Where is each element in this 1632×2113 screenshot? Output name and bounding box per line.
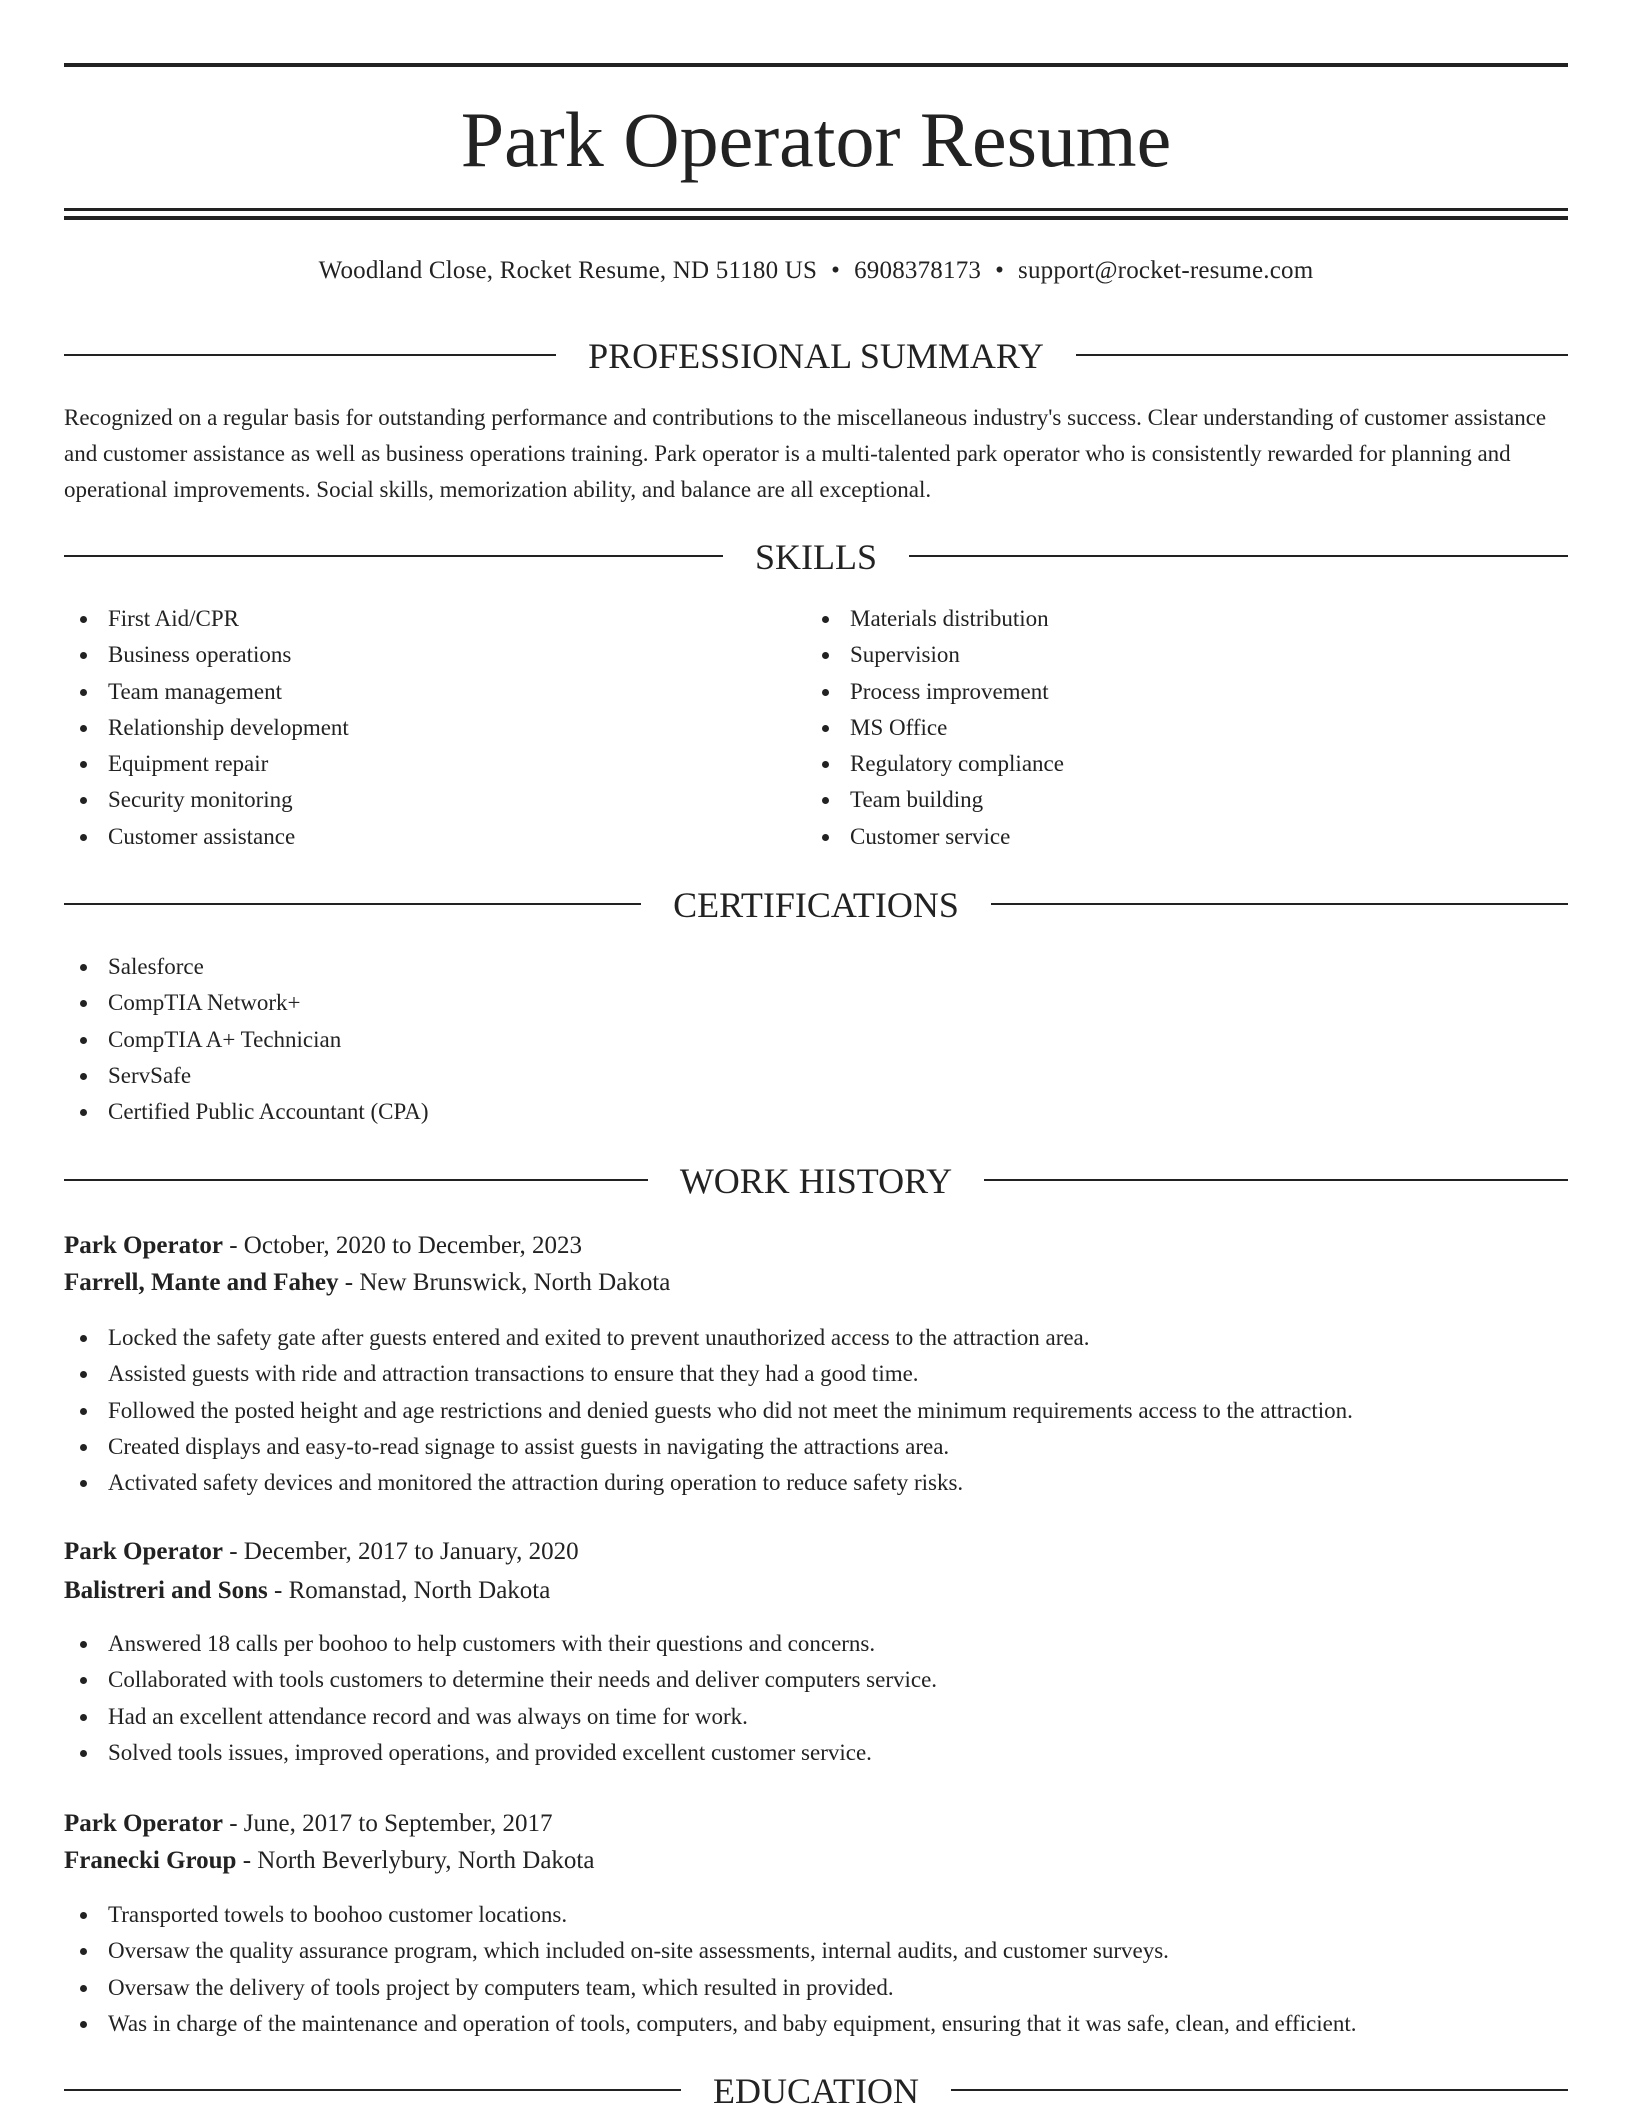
job-title: Park Operator <box>64 1810 223 1837</box>
title-rule-upper <box>64 208 1568 211</box>
top-rule <box>64 63 1568 67</box>
job-bullet: Had an excellent attendance record and was always on time for work. <box>64 1699 1568 1735</box>
skill-item: MS Office <box>806 710 1546 746</box>
skills-list-left <box>64 601 804 855</box>
section-title-education: EDUCATION <box>681 2071 951 2111</box>
certification-item: ServSafe <box>64 1058 1568 1094</box>
certification-item: Certified Public Accountant (CPA) <box>64 1094 1568 1130</box>
job-bullet: Locked the safety gate after guests entered and exited to prevent unauthorized access to the attraction area. <box>64 1320 1568 1356</box>
section-title-summary: PROFESSIONAL SUMMARY <box>556 336 1076 376</box>
certification-item: CompTIA Network+ <box>64 985 1568 1021</box>
job-bullet: Assisted guests with ride and attraction transactions to ensure that they had a good time. <box>64 1356 1568 1392</box>
skill-item: Regulatory compliance <box>806 746 1546 782</box>
certifications-list <box>64 949 1568 1130</box>
skill-item: Materials distribution <box>806 601 1546 637</box>
skill-item: Team management <box>64 674 804 710</box>
job-title: Park Operator <box>64 1232 223 1259</box>
job-bullet: Answered 18 calls per boohoo to help customers with their questions and concerns. <box>64 1626 1568 1662</box>
job-bullets <box>64 1320 1568 1501</box>
section-title-work-history: WORK HISTORY <box>648 1161 984 1201</box>
job-bullet: Transported towels to boohoo customer locations. <box>64 1897 1568 1933</box>
skill-item: Supervision <box>806 637 1546 673</box>
job-dates: - June, 2017 to September, 2017 <box>222 1810 553 1837</box>
job-title: Park Operator <box>64 1538 223 1565</box>
job-title-line <box>64 1806 1568 1842</box>
job-bullet: Collaborated with tools customers to determine their needs and deliver computers service. <box>64 1662 1568 1698</box>
skill-item: Customer assistance <box>64 819 804 855</box>
section-header-summary <box>64 334 1568 378</box>
skill-item: Business operations <box>64 637 804 673</box>
skills-list-right <box>806 601 1546 855</box>
contact-address: Woodland Close, Rocket Resume, ND 51180 US <box>318 257 818 284</box>
section-header-certifications <box>64 883 1568 927</box>
contact-separator: • <box>831 257 841 284</box>
job-location: - New Brunswick, North Dakota <box>338 1269 671 1296</box>
skill-item: Process improvement <box>806 674 1546 710</box>
job-title-line <box>64 1228 1568 1264</box>
job-company-line <box>64 1265 1568 1301</box>
contact-phone: 6908378173 <box>854 257 982 284</box>
job-bullet: Was in charge of the maintenance and operation of tools, computers, and baby equipment, ensuring that it was safe, clean, and efficient. <box>64 2006 1568 2042</box>
job-dates: - October, 2020 to December, 2023 <box>222 1232 582 1259</box>
job-bullet: Oversaw the delivery of tools project by computers team, which resulted in provided. <box>64 1970 1568 2006</box>
job-dates: - December, 2017 to January, 2020 <box>222 1538 579 1565</box>
skill-item: Relationship development <box>64 710 804 746</box>
job-company: Farrell, Mante and Fahey <box>64 1269 339 1296</box>
job-bullet: Oversaw the quality assurance program, which included on-site assessments, internal audits, and customer surveys. <box>64 1933 1568 1969</box>
job-bullets <box>64 1626 1568 1771</box>
skill-item: Security monitoring <box>64 782 804 818</box>
job-company-line <box>64 1573 1568 1609</box>
job-bullets <box>64 1897 1568 2042</box>
job-company: Balistreri and Sons <box>64 1577 268 1604</box>
contact-separator: • <box>995 257 1005 284</box>
section-title-certifications: CERTIFICATIONS <box>641 885 991 925</box>
contact-line <box>64 254 1568 288</box>
job-bullet: Activated safety devices and monitored the attraction during operation to reduce safety risks. <box>64 1465 1568 1501</box>
job-company-line <box>64 1843 1568 1879</box>
job-bullet: Followed the posted height and age restrictions and denied guests who did not meet the minimum requirements access to the attraction. <box>64 1393 1568 1429</box>
skill-item: First Aid/CPR <box>64 601 804 637</box>
section-header-skills <box>64 535 1568 579</box>
job-title-line <box>64 1534 1568 1570</box>
section-title-skills: SKILLS <box>723 537 909 577</box>
section-header-work-history <box>64 1159 1568 1203</box>
resume-title: Park Operator Resume <box>460 96 1172 183</box>
skill-item: Equipment repair <box>64 746 804 782</box>
section-header-education <box>64 2069 1568 2113</box>
title-rule-lower <box>64 216 1568 220</box>
summary-text: Recognized on a regular basis for outstanding performance and contributions to the miscellaneous industry's success. Clear understanding of customer assistance and customer assistance as well as business operations training. Park operator is a multi-talented park operator who is consistently rewarded for planning and operational improvements. Social skills, memorization ability, and balance are all exceptional. <box>64 405 1547 502</box>
skill-item: Team building <box>806 782 1546 818</box>
certification-item: CompTIA A+ Technician <box>64 1022 1568 1058</box>
job-location: - Romanstad, North Dakota <box>267 1577 551 1604</box>
job-company: Franecki Group <box>64 1847 237 1874</box>
certification-item: Salesforce <box>64 949 1568 985</box>
job-bullet: Created displays and easy-to-read signage to assist guests in navigating the attractions area. <box>64 1429 1568 1465</box>
contact-email[interactable]: support@rocket-resume.com <box>1018 257 1314 284</box>
job-location: - North Beverlybury, North Dakota <box>236 1847 595 1874</box>
job-bullet: Solved tools issues, improved operations, and provided excellent customer service. <box>64 1735 1568 1771</box>
skill-item: Customer service <box>806 819 1546 855</box>
